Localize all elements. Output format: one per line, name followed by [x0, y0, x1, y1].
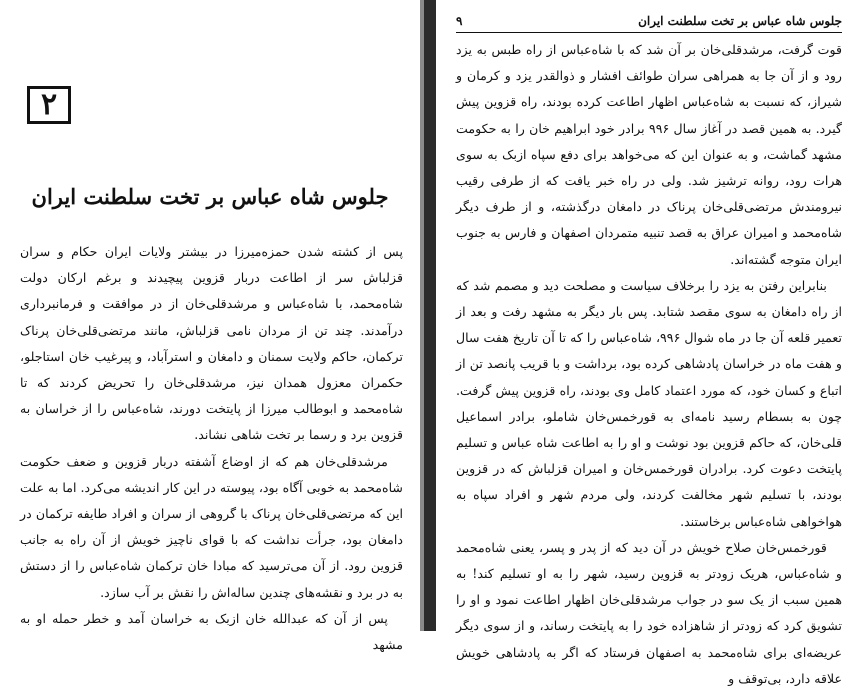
paragraph: قوت گرفت، مرشدقلی‌خان بر آن شد که با شاه‌عباس از راه طبس به یزد رود و از آن جا به همراهی سران طوائف افشار و ذوالقدر یزد و کرمان و شیراز، که نسبت به شاه‌عباس اظهار اطاعت کرده بودند، راه قزوین پیش گیرد. به همین قصد در آغاز سال ۹۹۶ برادر خود ابراهیم خان را به حکومت مشهد گماشت، و به عنوان این که می‌خواهد برای دفع سپاه ازبک به سوی هرات رود، روانه ترشیز شد. ولی در راه خبر یافت که از طرفی رقیب نیرومندش مرتضی‌قلی‌خان پرناک در دامغان درگذشته، و از طرف دیگر شاه‌محمد و امیران عراق به قصد تنبیه متمردان اصفهان و فارس به جنوب ایران متوجه گشته‌اند. — [456, 42, 842, 267]
left-page — [0, 0, 420, 653]
left-page-body — [20, 239, 403, 658]
right-page — [436, 0, 855, 686]
paragraph: بنابراین رفتن به یزد را برخلاف سیاست و مصلحت دید و مصمم شد که از راه دامغان به سوی مقصد شتابد. پس بار دیگر به مشهد رفت و بعد از تعمیر قلعه آن جا در ماه شوال ۹۹۶، شاه‌عباس را که تا آن تاریخ هفت سال و هفت ماه در خراسان پادشاهی کرده بود، برداشت و با قریب پانصد تن از اتباع و کسان خود، که مورد اعتماد کامل وی بودند، راه قزوین پیش گرفت. چون به بسطام رسید نامه‌ای به قورخمس‌خان شاملو، برادر اسماعیل قلی‌خان، که حاکم قزوین بود نوشت و او را به اطاعت شاه عباس و تسلیم پایتخت دعوت کرد. برادران قورخمس‌خان و امیران قزلباش که در قزوین بودند، با تسلیم شهر مخالفت کردند، ولی مردم شهر و افراد سپاه به هواخواهی شاه‌عباس برخاستند. — [456, 277, 842, 529]
paragraph: قورخمس‌خان صلاح خویش در آن دید که از پدر و پسر، یعنی شاه‌محمد و شاه‌عباس، هریک زودتر به قزوین رسید، شهر را به او تسلیم کند! به همین سبب از یک سو در جواب مرشدقلی‌خان اظهار اطاعت نمود و او را تشویق کرد که زودتر از شاهزاده خود را به پایتخت رساند، و از سوی دیگر عریضه‌ای برای شاه‌محمد به اصفهان فرستاد که اگر به پادشاهی خویش علاقه دارد، بی‌توقف و — [456, 539, 842, 686]
chapter-number: ۲ — [40, 87, 58, 122]
page-number: ۹ — [456, 14, 463, 28]
book-gutter — [424, 0, 436, 631]
chapter-number-box — [27, 86, 71, 124]
right-page-body — [456, 37, 842, 692]
paragraph: پس از آن که عبدالله خان ازبک به خراسان آمد و خطر حمله او به مشهد — [20, 610, 403, 653]
running-header-title: جلوس شاه عباس بر تخت سلطنت ایران — [638, 14, 842, 28]
paragraph: پس از کشته شدن حمزه‌میرزا در بیشتر ولایات ایران حکام و سران قزلباش سر از اطاعت دربار قزوین پیچیدند و برغم ارکان دولت شاه‌محمد، با شاه‌عباس و مرشدقلی‌خان از در موافقت و فرمانبرداری درآمدند. چند تن از مردان نامی قزلباش، مانند مرتضی‌قلی‌خان پرناک ترکمان، حاکم ولایت سمنان و دامغان و استرآباد، و پیرغیب خان استاجلو، حکمران معزول همدان نیز، مرشدقلی‌خان را تحریض کردند که تا شاه‌محمد و ابوطالب میرزا از پایتخت دورند، شاه‌عباس را از خراسان به قزوین برد و رسما بر تخت شاهی نشاند. — [20, 244, 403, 443]
chapter-title: جلوس شاه عباس بر تخت سلطنت ایران — [31, 184, 389, 209]
running-header — [456, 10, 842, 33]
paragraph: مرشدقلی‌خان هم که از اوضاع آشفته دربار قزوین و ضعف حکومت شاه‌محمد به خوبی آگاه بود، پیوسته در این کار اندیشه می‌کرد. اما به علت این که مرتضی‌قلی‌خان پرناک با گروهی از سران و افراد طایفه ترکمان در دامغان بود، جرأت نداشت که با قوای ناچیز خویش از آن راه به جانب قزوین رود. از آن می‌ترسید که مبادا خان ترکمان شاه‌عباس را از دستش به در برد و نقشه‌های چندین ساله‌اش را نقش بر آب سازد. — [20, 453, 403, 600]
